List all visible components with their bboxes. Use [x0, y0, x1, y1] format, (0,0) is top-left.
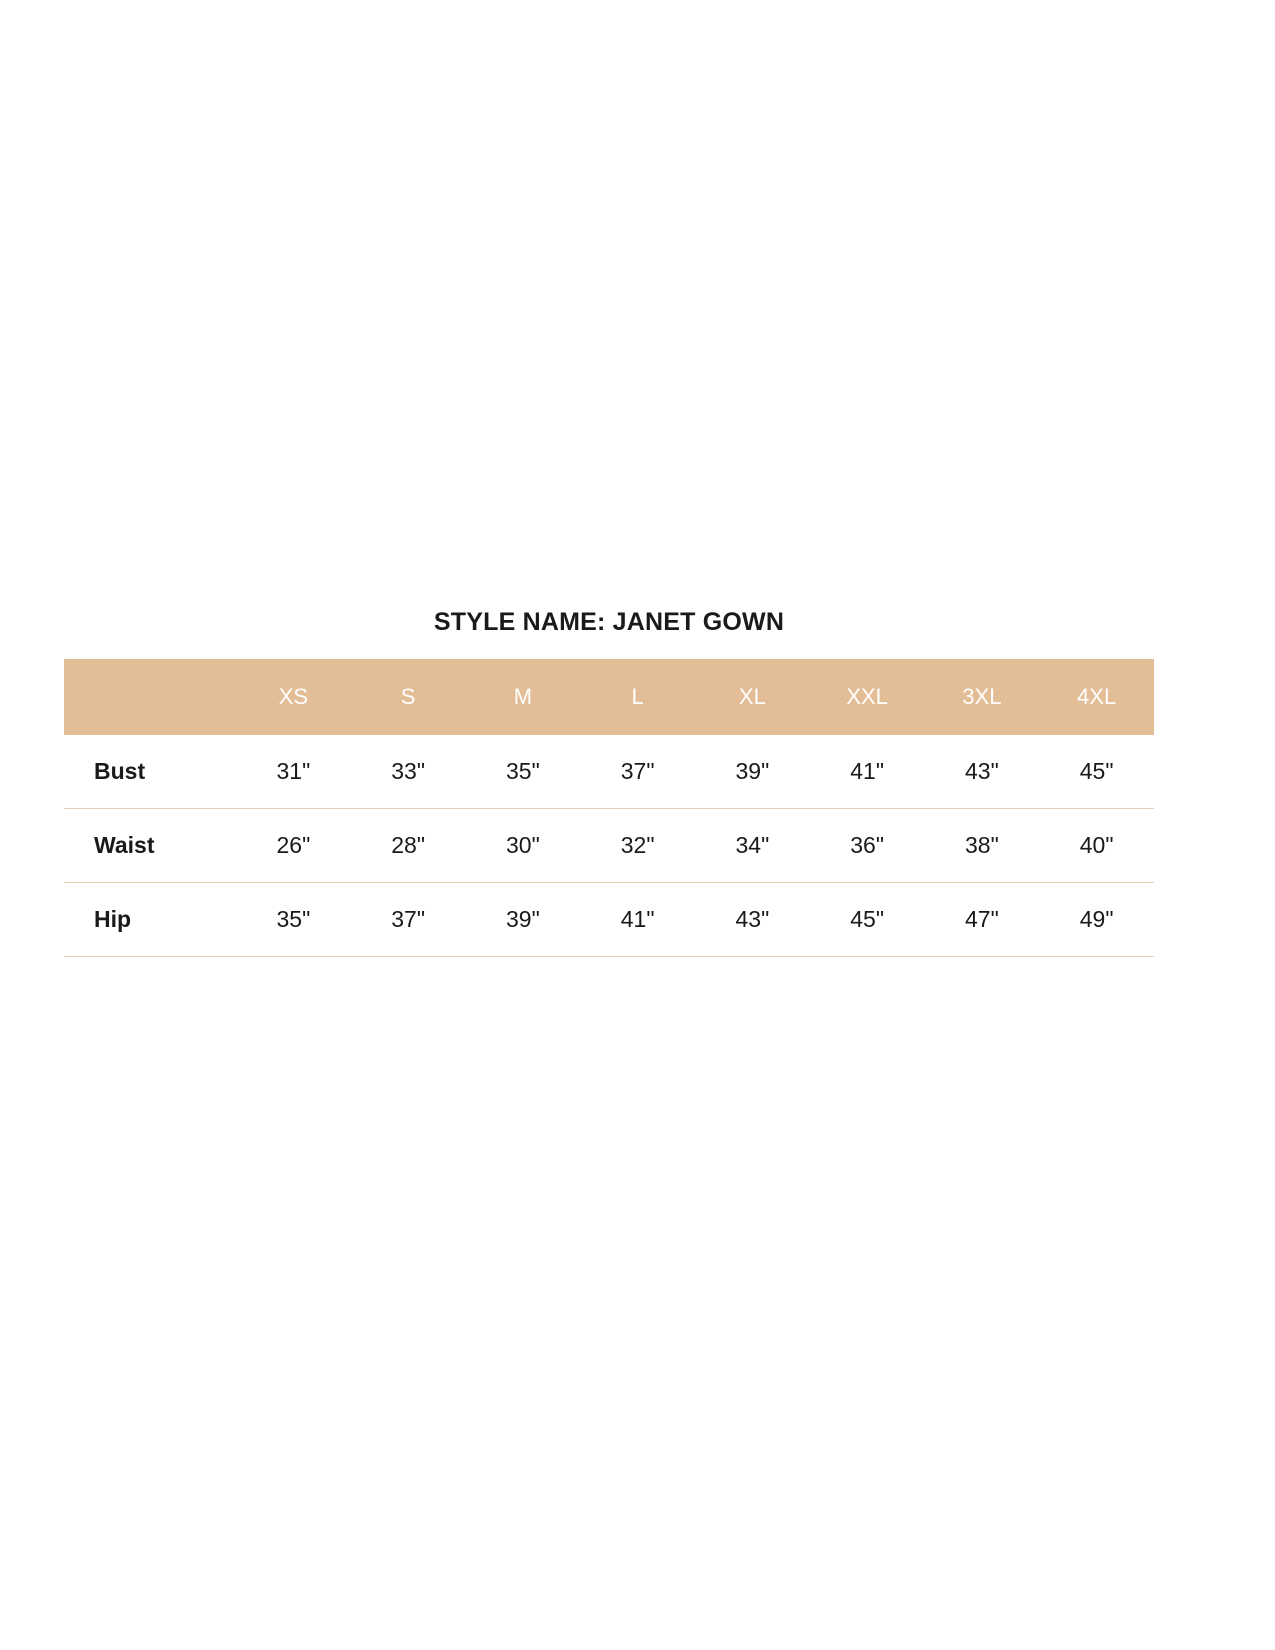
- cell-hip-4xl: 49": [1039, 883, 1154, 957]
- column-header-xs: XS: [278, 684, 309, 709]
- table-corner-cell: [64, 659, 236, 735]
- table-row: [64, 809, 1154, 883]
- row-label-waist: Waist: [64, 809, 236, 883]
- column-header-xl: XL: [738, 684, 766, 709]
- table-row: [64, 735, 1154, 809]
- page-title: STYLE NAME: JANET GOWN: [433, 608, 785, 636]
- cell-hip-m: 39": [466, 883, 581, 957]
- cell-bust-m: 35": [466, 735, 581, 809]
- cell-hip-xxl: 45": [810, 883, 925, 957]
- cell-waist-xxl: 36": [810, 809, 925, 883]
- column-header-s: S: [400, 684, 416, 709]
- table-row: [64, 883, 1154, 957]
- cell-hip-s: 37": [351, 883, 466, 957]
- cell-waist-l: 32": [580, 809, 695, 883]
- cell-bust-s: 33": [351, 735, 466, 809]
- table-body: [64, 735, 1154, 957]
- cell-bust-xxl: 41": [810, 735, 925, 809]
- column-header-xxl: XXL: [846, 684, 888, 709]
- cell-bust-xl: 39": [695, 735, 810, 809]
- cell-waist-4xl: 40": [1039, 809, 1154, 883]
- size-chart: [64, 608, 1154, 957]
- column-header-4xl: 4XL: [1077, 684, 1117, 709]
- cell-hip-l: 41": [580, 883, 695, 957]
- table-header-row: [64, 659, 1154, 735]
- cell-bust-4xl: 45": [1039, 735, 1154, 809]
- cell-waist-3xl: 38": [925, 809, 1040, 883]
- cell-waist-xl: 34": [695, 809, 810, 883]
- row-label-bust: Bust: [64, 735, 236, 809]
- cell-waist-m: 30": [466, 809, 581, 883]
- cell-bust-l: 37": [580, 735, 695, 809]
- column-header-m: M: [513, 684, 533, 709]
- cell-waist-xs: 26": [236, 809, 351, 883]
- cell-hip-xs: 35": [236, 883, 351, 957]
- cell-hip-xl: 43": [695, 883, 810, 957]
- table-header: [64, 659, 1154, 735]
- column-header-l: L: [631, 684, 644, 709]
- column-header-3xl: 3XL: [962, 684, 1002, 709]
- cell-hip-3xl: 47": [925, 883, 1040, 957]
- size-chart-table: [64, 659, 1154, 957]
- row-label-hip: Hip: [64, 883, 236, 957]
- cell-waist-s: 28": [351, 809, 466, 883]
- cell-bust-3xl: 43": [925, 735, 1040, 809]
- cell-bust-xs: 31": [236, 735, 351, 809]
